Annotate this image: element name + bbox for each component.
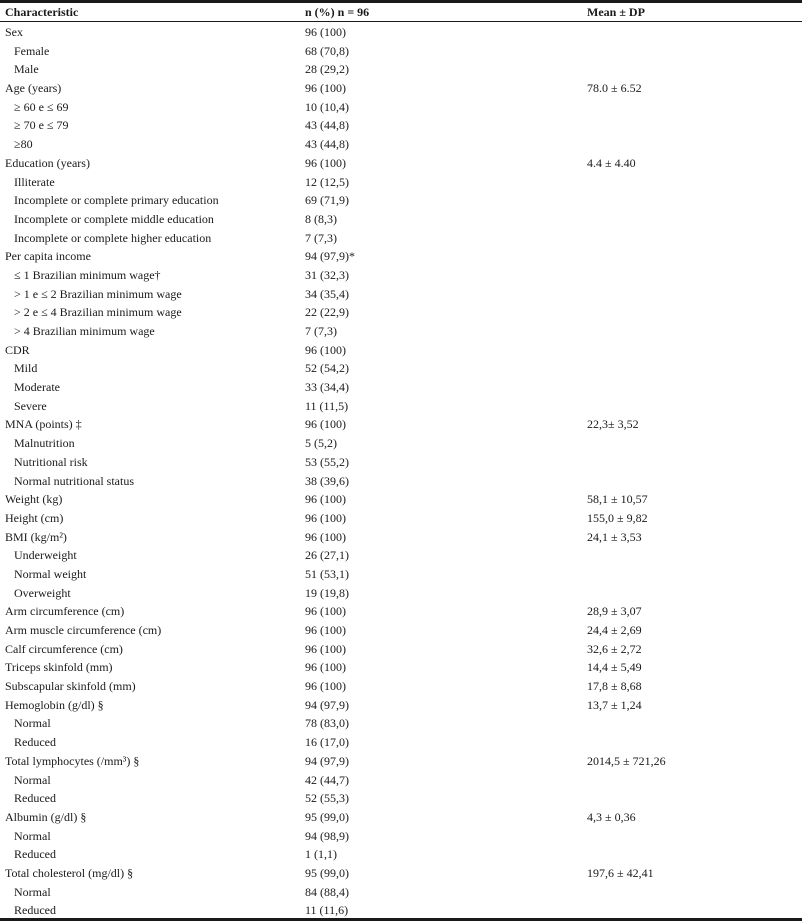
row-label: Normal [14, 884, 51, 899]
row-mean: 2014,5 ± 721,26 [587, 753, 666, 768]
row-label: Total lymphocytes (/mm³) § [5, 753, 140, 768]
row-n: 11 (11,6) [305, 903, 349, 918]
row-n: 96 (100) [305, 492, 346, 507]
row-n: 11 (11,5) [305, 398, 349, 413]
table-body [0, 23, 802, 920]
row-label: Education (years) [5, 155, 90, 170]
row-mean: 28,9 ± 3,07 [587, 604, 642, 619]
row-mean: 58,1 ± 10,57 [587, 492, 648, 507]
row-label: Severe [14, 398, 47, 413]
table-row [0, 247, 802, 266]
row-n: 34 (35,4) [305, 286, 349, 301]
row-label: MNA (points) ‡ [5, 417, 82, 432]
row-n: 94 (98,9) [305, 828, 349, 843]
row-label: Underweight [14, 548, 77, 563]
row-mean: 78.0 ± 6.52 [587, 81, 642, 96]
row-label: Malnutrition [14, 436, 75, 451]
row-label: Male [14, 62, 39, 77]
table-row [0, 266, 802, 285]
row-n: 42 (44,7) [305, 772, 349, 787]
row-mean: 13,7 ± 1,24 [587, 697, 642, 712]
row-n: 96 (100) [305, 417, 346, 432]
table-row [0, 135, 802, 154]
table-row [0, 472, 802, 491]
row-n: 96 (100) [305, 641, 346, 656]
row-n: 8 (8,3) [305, 211, 337, 226]
table-row [0, 210, 802, 229]
row-label: ≥ 70 e ≤ 79 [14, 118, 69, 133]
table-row [0, 191, 802, 210]
row-mean: 14,4 ± 5,49 [587, 660, 642, 675]
row-n: 94 (97,9)* [305, 249, 355, 264]
row-label: CDR [5, 342, 30, 357]
table-row [0, 42, 802, 61]
table-row [0, 827, 802, 846]
table-row [0, 658, 802, 677]
row-n: 31 (32,3) [305, 267, 349, 282]
table-row [0, 98, 802, 117]
table-row [0, 677, 802, 696]
table-row [0, 229, 802, 248]
row-label: Arm muscle circumference (cm) [5, 623, 162, 637]
table-row [0, 285, 802, 304]
table-row [0, 546, 802, 565]
row-label: ≥80 [14, 137, 33, 152]
row-n: 96 (100) [305, 81, 346, 96]
row-label: Normal [14, 828, 51, 843]
row-n: 26 (27,1) [305, 548, 349, 563]
row-label: Per capita income [5, 249, 91, 264]
row-label: Incomplete or complete middle education [14, 211, 214, 226]
row-n: 53 (55,2) [305, 454, 349, 469]
row-n: 95 (99,0) [305, 809, 349, 824]
row-label: Sex [5, 25, 23, 39]
row-label: Hemoglobin (g/dl) § [5, 697, 104, 712]
row-label: Nutritional risk [14, 454, 88, 469]
row-mean: 17,8 ± 8,68 [587, 679, 642, 694]
table-row [0, 789, 802, 808]
header-characteristic: Characteristic [5, 5, 79, 19]
row-n: 69 (71,9) [305, 193, 349, 208]
table-row [0, 696, 802, 715]
row-n: 38 (39,6) [305, 473, 349, 488]
table-row [0, 378, 802, 397]
row-n: 95 (99,0) [305, 865, 349, 880]
row-n: 1 (1,1) [305, 847, 337, 862]
table-row [0, 116, 802, 135]
table-row [0, 602, 802, 621]
table-row [0, 490, 802, 509]
table-row [0, 565, 802, 584]
row-label: > 4 Brazilian minimum wage [14, 324, 155, 338]
row-n: 22 (22,9) [305, 305, 349, 320]
table-row [0, 528, 802, 547]
row-label: Incomplete or complete primary education [14, 193, 219, 208]
table-row [0, 845, 802, 864]
row-mean: 4,3 ± 0,36 [587, 809, 636, 824]
table-row [0, 808, 802, 827]
top-rule [0, 0, 802, 3]
row-label: Total cholesterol (mg/dl) § [5, 865, 134, 880]
table-row [0, 79, 802, 98]
table-row [0, 864, 802, 883]
table-row [0, 23, 802, 42]
row-label: Normal [14, 716, 51, 731]
row-mean: 22,3± 3,52 [587, 417, 639, 432]
row-label: Incomplete or complete higher education [14, 230, 212, 245]
row-label: Normal [14, 772, 51, 787]
row-n: 43 (44,8) [305, 137, 349, 152]
row-n: 12 (12,5) [305, 174, 349, 189]
table-row [0, 640, 802, 659]
table-row [0, 733, 802, 752]
row-mean: 24,4 ± 2,69 [587, 623, 642, 637]
row-label: Normal nutritional status [14, 473, 134, 488]
row-n: 96 (100) [305, 510, 346, 525]
table-header [0, 4, 802, 21]
table-row [0, 752, 802, 771]
table-row [0, 60, 802, 79]
row-label: ≤ 1 Brazilian minimum wage† [14, 267, 161, 282]
row-n: 96 (100) [305, 25, 346, 39]
row-label: Reduced [14, 847, 56, 862]
row-label: Weight (kg) [5, 492, 63, 507]
row-n: 78 (83,0) [305, 716, 349, 731]
row-label: Calf circumference (cm) [5, 641, 123, 656]
row-label: Subscapular skinfold (mm) [5, 679, 136, 694]
row-mean: 155,0 ± 9,82 [587, 510, 648, 525]
row-n: 52 (54,2) [305, 361, 349, 376]
row-n: 19 (19,8) [305, 585, 349, 600]
row-n: 96 (100) [305, 342, 346, 357]
table-row [0, 359, 802, 378]
row-label: Illiterate [14, 174, 55, 189]
table-row [0, 341, 802, 360]
row-n: 96 (100) [305, 623, 346, 637]
header-rule [0, 21, 802, 22]
row-label: Reduced [14, 735, 56, 750]
table-row [0, 397, 802, 416]
row-n: 7 (7,3) [305, 230, 337, 245]
row-label: Mild [14, 361, 38, 376]
table-row [0, 322, 802, 341]
row-n: 96 (100) [305, 529, 346, 544]
table-row [0, 154, 802, 173]
row-label: Height (cm) [5, 510, 64, 525]
row-mean: 4.4 ± 4.40 [587, 155, 636, 170]
row-label: ≥ 60 e ≤ 69 [14, 99, 69, 114]
row-n: 51 (53,1) [305, 566, 349, 581]
row-label: Moderate [14, 380, 60, 395]
row-n: 28 (29,2) [305, 62, 349, 77]
header-mean: Mean ± DP [587, 5, 645, 19]
row-n: 96 (100) [305, 604, 346, 619]
row-mean: 24,1 ± 3,53 [587, 529, 642, 544]
row-label: > 1 e ≤ 2 Brazilian minimum wage [14, 286, 182, 301]
row-label: Reduced [14, 791, 56, 806]
row-label: Arm circumference (cm) [5, 604, 125, 619]
row-label: Albumin (g/dl) § [5, 809, 87, 824]
row-n: 52 (55,3) [305, 791, 349, 806]
bottom-rule [0, 918, 802, 921]
row-n: 68 (70,8) [305, 43, 349, 58]
table-row [0, 509, 802, 528]
row-label: Female [14, 43, 50, 58]
row-n: 94 (97,9) [305, 697, 349, 712]
table-row [0, 771, 802, 790]
row-label: Normal weight [14, 566, 87, 581]
row-n: 16 (17,0) [305, 735, 349, 750]
table-row [0, 714, 802, 733]
row-n: 7 (7,3) [305, 324, 337, 338]
table-row [0, 584, 802, 603]
row-n: 10 (10,4) [305, 99, 349, 114]
row-label: Overweight [14, 585, 71, 600]
row-n: 96 (100) [305, 679, 346, 694]
table-row [0, 453, 802, 472]
row-mean: 32,6 ± 2,72 [587, 641, 642, 656]
table-row [0, 434, 802, 453]
row-n: 5 (5,2) [305, 436, 337, 451]
row-label: BMI (kg/m²) [5, 529, 67, 544]
header-n: n (%) n = 96 [305, 5, 370, 19]
table-row [0, 883, 802, 902]
row-n: 84 (88,4) [305, 884, 349, 899]
table-row [0, 621, 802, 640]
row-label: Age (years) [5, 81, 62, 96]
row-mean: 197,6 ± 42,41 [587, 865, 654, 880]
table-row [0, 415, 802, 434]
row-n: 96 (100) [305, 660, 346, 675]
row-label: Reduced [14, 903, 56, 918]
row-n: 33 (34,4) [305, 380, 349, 395]
row-label: > 2 e ≤ 4 Brazilian minimum wage [14, 305, 182, 320]
row-n: 94 (97,9) [305, 753, 349, 768]
row-label: Triceps skinfold (mm) [5, 660, 113, 675]
table-row [0, 303, 802, 322]
table-row [0, 173, 802, 192]
row-n: 96 (100) [305, 155, 346, 170]
row-n: 43 (44,8) [305, 118, 349, 133]
